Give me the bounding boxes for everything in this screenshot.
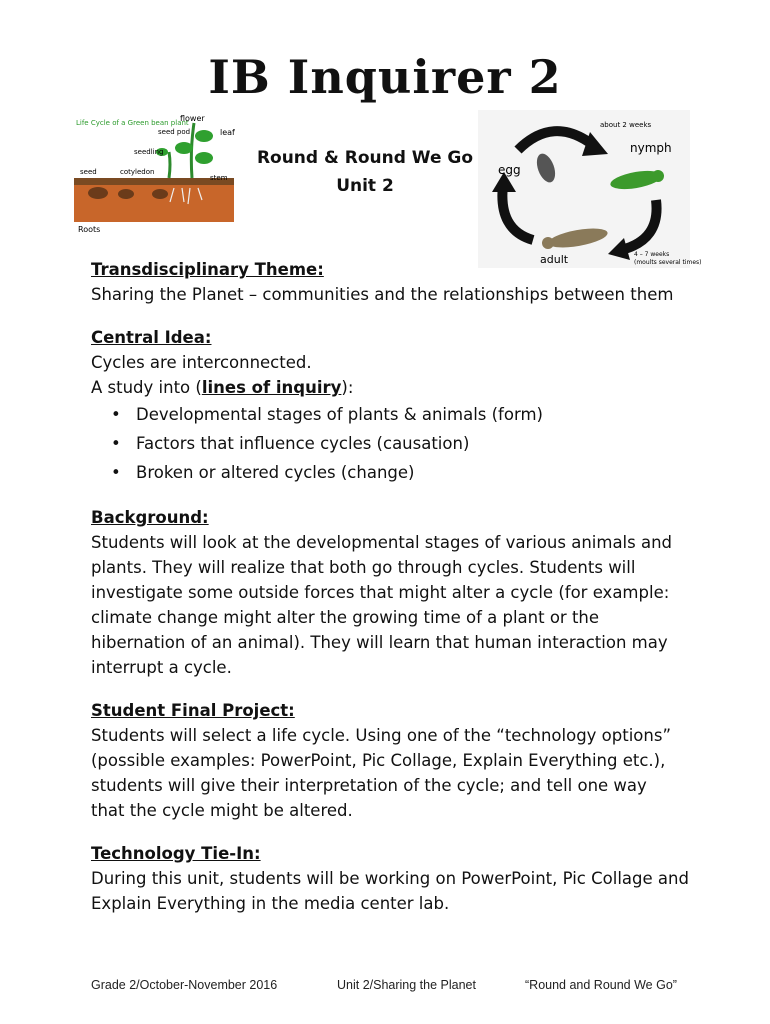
- nymph-label: nymph: [630, 141, 672, 155]
- project-line: students will give their interpretation of the cycle; and tell one way: [91, 776, 647, 795]
- footer-title: “Round and Round We Go”: [525, 978, 677, 992]
- technology-heading: Technology Tie-In:: [91, 844, 261, 863]
- list-item: • Factors that influence cycles (causation): [111, 429, 691, 458]
- technology-section: [91, 841, 691, 916]
- cotyledon-label: cotyledon: [120, 168, 155, 176]
- theme-section: [91, 257, 691, 307]
- theme-heading: Transdisciplinary Theme:: [91, 260, 324, 279]
- seed-label: seed: [80, 168, 97, 176]
- central-idea-section: [91, 325, 691, 487]
- central-idea-text: Cycles are interconnected.: [91, 353, 312, 372]
- inquiry-list: [91, 400, 691, 487]
- project-line: Students will select a life cycle. Using one of the “technology options”: [91, 726, 672, 745]
- seedling-label: seedling: [134, 148, 164, 156]
- theme-text: Sharing the Planet – communities and the relationships between them: [91, 285, 674, 304]
- list-item: • Broken or altered cycles (change): [111, 458, 691, 487]
- subtitle-line-2: Unit 2: [336, 176, 394, 196]
- leaf-label: leaf: [220, 128, 235, 137]
- roots-label: Roots: [78, 225, 101, 234]
- project-section: [91, 698, 691, 823]
- page-title: IB Inquirer 2: [208, 50, 562, 104]
- seed-pod-label: seed pod: [158, 128, 191, 136]
- page-footer: [91, 978, 691, 998]
- background-line: climate change might alter the growing time of a plant or the: [91, 608, 600, 627]
- plant-caption: Life Cycle of a Green bean plant: [76, 119, 189, 127]
- background-section: [91, 505, 691, 680]
- grasshopper-life-cycle-image: [478, 110, 702, 268]
- stem-label: stem: [210, 174, 228, 182]
- flower-label: flower: [180, 114, 205, 123]
- inquiry-prefix: A study into (: [91, 378, 202, 397]
- inquiry-suffix: ):: [341, 378, 354, 397]
- unit-subtitle: [240, 144, 490, 200]
- bean-plant-life-cycle-image: [74, 108, 244, 236]
- central-idea-heading: Central Idea:: [91, 328, 212, 347]
- about-2-weeks-label: about 2 weeks: [600, 121, 652, 129]
- background-line: interrupt a cycle.: [91, 658, 232, 677]
- background-line: investigate some outside forces that might alter a cycle (for example:: [91, 583, 670, 602]
- background-heading: Background:: [91, 508, 209, 527]
- lines-of-inquiry-intro: [91, 375, 691, 400]
- list-item: • Developmental stages of plants & animals (form): [111, 400, 691, 429]
- background-line: hibernation of an animal). They will learn that human interaction may: [91, 633, 668, 652]
- project-line: (possible examples: PowerPoint, Pic Collage, Explain Everything etc.),: [91, 751, 666, 770]
- document-body: [91, 257, 691, 934]
- footer-unit: Unit 2/Sharing the Planet: [337, 978, 476, 992]
- project-line: that the cycle might be altered.: [91, 801, 353, 820]
- weeks-label: 4 – 7 weeks: [634, 251, 670, 258]
- background-line: Students will look at the developmental stages of various animals and: [91, 533, 673, 552]
- molts-label: (moults several times): [634, 259, 702, 266]
- footer-grade-date: Grade 2/October-November 2016: [91, 978, 278, 992]
- adult-label: adult: [540, 253, 569, 266]
- subtitle-line-1: Round & Round We Go: [256, 148, 474, 168]
- background-line: plants. They will realize that both go through cycles. Students will: [91, 558, 636, 577]
- lines-of-inquiry-term: lines of inquiry: [201, 378, 342, 397]
- project-heading: Student Final Project:: [91, 701, 295, 720]
- technology-line: Explain Everything in the media center lab.: [91, 894, 450, 913]
- technology-line: During this unit, students will be working on PowerPoint, Pic Collage and: [91, 869, 689, 888]
- egg-label: egg: [498, 163, 521, 177]
